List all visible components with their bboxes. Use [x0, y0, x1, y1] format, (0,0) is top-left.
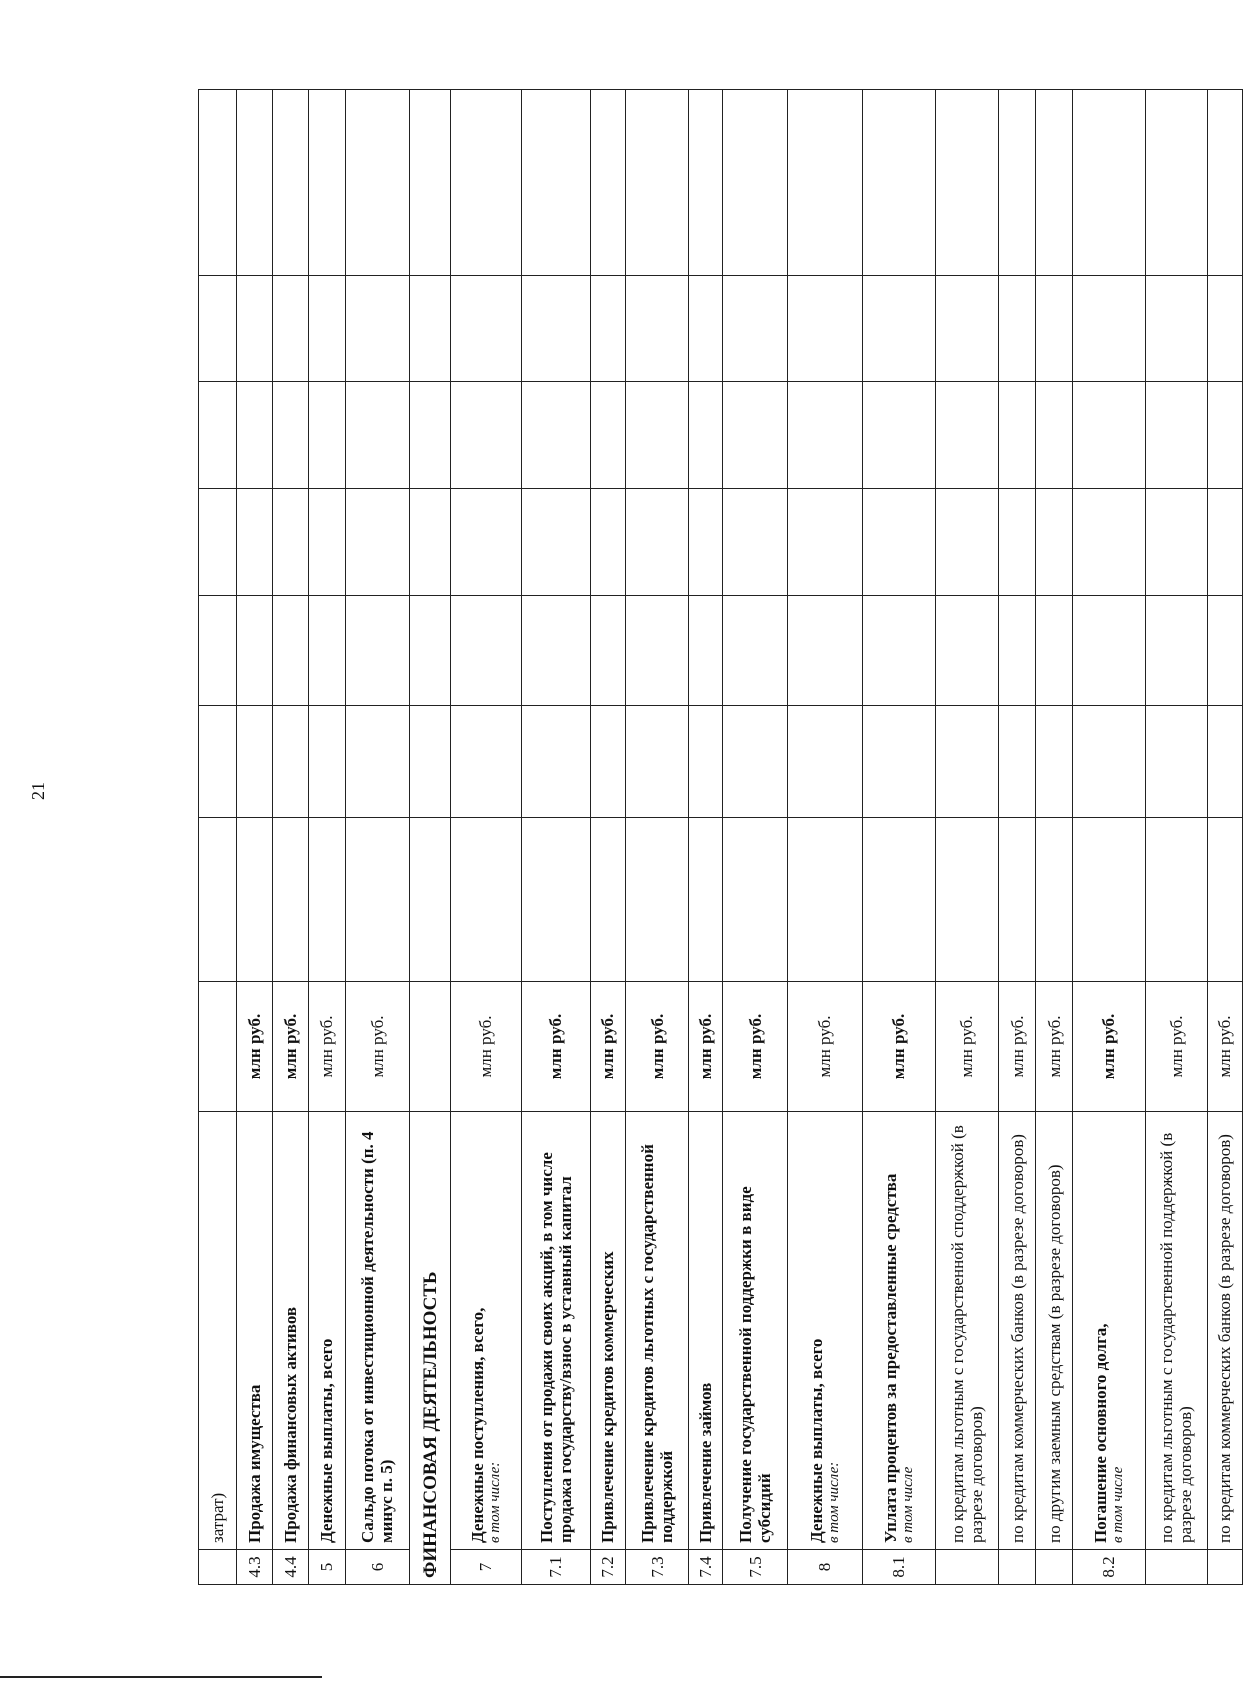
value-cell: [998, 276, 1036, 382]
value-cell: [935, 90, 998, 276]
row-name: затрат): [199, 1112, 237, 1550]
value-cell: [723, 276, 788, 382]
value-cell: [689, 818, 723, 982]
row-unit: млн руб.: [451, 982, 521, 1112]
row-unit: млн руб.: [236, 982, 272, 1112]
value-cell: [521, 90, 590, 276]
value-cell: [410, 489, 451, 596]
row-number: [998, 1550, 1036, 1585]
row-number: [935, 1550, 998, 1585]
row-name: Денежные выплаты, всего: [309, 1112, 345, 1550]
value-cell: [787, 382, 862, 489]
value-cell: [625, 276, 688, 382]
row-name-text: Уплата процентов за предоставленные средства: [880, 1173, 900, 1543]
table-row: [1036, 90, 1072, 1585]
value-cell: [723, 382, 788, 489]
table-row: [723, 90, 788, 1585]
value-cell: [1145, 596, 1207, 706]
table-row: [451, 90, 521, 1585]
value-cell: [862, 382, 935, 489]
value-cell: [1145, 706, 1207, 818]
value-cell: [199, 382, 237, 489]
value-cell: [723, 489, 788, 596]
value-cell: [1072, 90, 1145, 276]
row-number: 7.1: [521, 1550, 590, 1585]
section-title: ФИНАНСОВАЯ ДЕЯТЕЛЬНОСТЬ: [410, 1112, 451, 1585]
value-cell: [1145, 276, 1207, 382]
value-cell: [1145, 382, 1207, 489]
value-cell: [723, 90, 788, 276]
value-cell: [410, 706, 451, 818]
row-unit: млн руб.: [862, 982, 935, 1112]
table-row: [199, 90, 237, 1585]
value-cell: [625, 818, 688, 982]
value-cell: [410, 90, 451, 276]
table-row: [521, 90, 590, 1585]
row-subtitle: в том числе: [899, 1466, 916, 1543]
value-cell: [309, 818, 345, 982]
value-cell: [625, 382, 688, 489]
value-cell: [410, 982, 451, 1112]
value-cell: [1145, 90, 1207, 276]
row-number: [1036, 1550, 1072, 1585]
row-number: 6: [345, 1550, 410, 1585]
value-cell: [787, 818, 862, 982]
value-cell: [345, 382, 410, 489]
value-cell: [1207, 382, 1242, 489]
value-cell: [787, 276, 862, 382]
rotated-table-wrapper: [198, 130, 1243, 1585]
row-name: по кредитам коммерческих банков (в разрезе договоров): [1207, 1112, 1242, 1550]
row-number: [1207, 1550, 1242, 1585]
value-cell: [1036, 489, 1072, 596]
value-cell: [451, 382, 521, 489]
row-number: 7.2: [590, 1550, 625, 1585]
value-cell: [1036, 382, 1072, 489]
table-row: [998, 90, 1036, 1585]
row-unit: млн руб.: [935, 982, 998, 1112]
value-cell: [272, 596, 308, 706]
table-row: [787, 90, 862, 1585]
row-subtitle: в том числе: [1109, 1466, 1126, 1543]
value-cell: [862, 818, 935, 982]
row-number: [199, 1550, 237, 1585]
row-number: [1145, 1550, 1207, 1585]
value-cell: [1072, 706, 1145, 818]
row-name: Сальдо потока от инвестиционной деятельности (п. 4 минус п. 5): [345, 1112, 410, 1550]
value-cell: [1207, 489, 1242, 596]
table-row: [689, 90, 723, 1585]
value-cell: [309, 90, 345, 276]
value-cell: [236, 596, 272, 706]
value-cell: [1145, 489, 1207, 596]
value-cell: [1145, 818, 1207, 982]
row-number: 8: [787, 1550, 862, 1585]
row-unit: млн руб.: [590, 982, 625, 1112]
value-cell: [521, 706, 590, 818]
table-row: [1207, 90, 1242, 1585]
row-name: по другим заемным средствам (в разрезе договоров): [1036, 1112, 1072, 1550]
table-row: [1145, 90, 1207, 1585]
value-cell: [998, 596, 1036, 706]
table-row: [345, 90, 410, 1585]
value-cell: [723, 596, 788, 706]
row-unit: млн руб.: [521, 982, 590, 1112]
value-cell: [1036, 596, 1072, 706]
value-cell: [787, 706, 862, 818]
row-name: Привлечение кредитов льготных с государственной поддержкой: [625, 1112, 688, 1550]
row-name: по кредитам льготным с государственной поддержкой (в разрезе договоров): [1145, 1112, 1207, 1550]
table-row: [272, 90, 308, 1585]
value-cell: [998, 706, 1036, 818]
row-number: 4.3: [236, 1550, 272, 1585]
value-cell: [689, 489, 723, 596]
value-cell: [935, 382, 998, 489]
value-cell: [236, 489, 272, 596]
value-cell: [236, 276, 272, 382]
value-cell: [1207, 818, 1242, 982]
value-cell: [410, 596, 451, 706]
value-cell: [272, 90, 308, 276]
value-cell: [689, 706, 723, 818]
value-cell: [1207, 276, 1242, 382]
value-cell: [199, 596, 237, 706]
value-cell: [1036, 90, 1072, 276]
row-unit: [199, 982, 237, 1112]
table-row: [935, 90, 998, 1585]
row-name: [862, 1112, 935, 1550]
value-cell: [1036, 818, 1072, 982]
row-name-text: Денежные поступления, всего,: [467, 1307, 487, 1543]
value-cell: [309, 596, 345, 706]
value-cell: [236, 382, 272, 489]
value-cell: [272, 818, 308, 982]
table-row: [625, 90, 688, 1585]
row-number: 4.4: [272, 1550, 308, 1585]
row-name: [451, 1112, 521, 1550]
value-cell: [309, 489, 345, 596]
value-cell: [625, 90, 688, 276]
value-cell: [521, 382, 590, 489]
row-name: Получение государственной поддержки в виде субсидий: [723, 1112, 788, 1550]
value-cell: [689, 276, 723, 382]
value-cell: [935, 489, 998, 596]
value-cell: [272, 706, 308, 818]
value-cell: [590, 818, 625, 982]
row-number: 7.5: [723, 1550, 788, 1585]
page-number: 21: [28, 782, 48, 800]
value-cell: [521, 596, 590, 706]
row-name-text: Погашение основного долга,: [1090, 1323, 1110, 1543]
value-cell: [787, 489, 862, 596]
value-cell: [1072, 818, 1145, 982]
value-cell: [451, 489, 521, 596]
value-cell: [410, 382, 451, 489]
value-cell: [625, 489, 688, 596]
value-cell: [345, 90, 410, 276]
table-row: [590, 90, 625, 1585]
value-cell: [862, 90, 935, 276]
row-unit: млн руб.: [1207, 982, 1242, 1112]
value-cell: [590, 489, 625, 596]
value-cell: [236, 818, 272, 982]
value-cell: [625, 596, 688, 706]
table-row: [1072, 90, 1145, 1585]
value-cell: [998, 90, 1036, 276]
row-unit: млн руб.: [309, 982, 345, 1112]
value-cell: [1036, 706, 1072, 818]
value-cell: [451, 706, 521, 818]
value-cell: [590, 382, 625, 489]
row-name: по кредитам льготным с государственной споддержкой (в разрезе договоров): [935, 1112, 998, 1550]
value-cell: [345, 489, 410, 596]
value-cell: [309, 382, 345, 489]
value-cell: [998, 489, 1036, 596]
value-cell: [345, 706, 410, 818]
value-cell: [998, 382, 1036, 489]
value-cell: [1072, 596, 1145, 706]
table-row: [309, 90, 345, 1585]
value-cell: [935, 276, 998, 382]
row-number: 8.2: [1072, 1550, 1145, 1585]
row-name: [787, 1112, 862, 1550]
value-cell: [236, 706, 272, 818]
row-unit: млн руб.: [1072, 982, 1145, 1112]
value-cell: [199, 276, 237, 382]
footnote-rule: [0, 1676, 322, 1678]
value-cell: [1072, 382, 1145, 489]
value-cell: [451, 276, 521, 382]
value-cell: [787, 90, 862, 276]
value-cell: [199, 706, 237, 818]
value-cell: [272, 276, 308, 382]
value-cell: [521, 276, 590, 382]
row-unit: млн руб.: [625, 982, 688, 1112]
row-unit: млн руб.: [345, 982, 410, 1112]
value-cell: [590, 706, 625, 818]
row-name: по кредитам коммерческих банков (в разрезе договоров): [998, 1112, 1036, 1550]
row-number: 8.1: [862, 1550, 935, 1585]
value-cell: [787, 596, 862, 706]
value-cell: [862, 706, 935, 818]
cash-flow-table: [198, 89, 1243, 1585]
row-number: 7.4: [689, 1550, 723, 1585]
value-cell: [236, 90, 272, 276]
row-name: Привлечение займов: [689, 1112, 723, 1550]
value-cell: [451, 596, 521, 706]
value-cell: [345, 596, 410, 706]
value-cell: [345, 818, 410, 982]
table-row: [862, 90, 935, 1585]
row-subtitle: в том числе:: [486, 1461, 503, 1543]
value-cell: [1207, 706, 1242, 818]
row-number: 7.3: [625, 1550, 688, 1585]
value-cell: [689, 596, 723, 706]
row-name-text: Денежные выплаты, всего: [806, 1338, 826, 1543]
value-cell: [521, 489, 590, 596]
value-cell: [451, 90, 521, 276]
value-cell: [590, 276, 625, 382]
row-name: Продажа финансовых активов: [272, 1112, 308, 1550]
value-cell: [272, 382, 308, 489]
value-cell: [935, 596, 998, 706]
value-cell: [998, 818, 1036, 982]
table-row: [236, 90, 272, 1585]
value-cell: [451, 818, 521, 982]
value-cell: [862, 276, 935, 382]
value-cell: [272, 489, 308, 596]
value-cell: [935, 706, 998, 818]
row-name: [1072, 1112, 1145, 1550]
value-cell: [723, 706, 788, 818]
value-cell: [309, 706, 345, 818]
row-unit: млн руб.: [723, 982, 788, 1112]
row-unit: млн руб.: [1145, 982, 1207, 1112]
row-name: Продажа имущества: [236, 1112, 272, 1550]
value-cell: [309, 276, 345, 382]
row-unit: млн руб.: [998, 982, 1036, 1112]
row-unit: млн руб.: [787, 982, 862, 1112]
value-cell: [521, 818, 590, 982]
value-cell: [1207, 90, 1242, 276]
row-unit: млн руб.: [689, 982, 723, 1112]
value-cell: [689, 90, 723, 276]
value-cell: [1072, 489, 1145, 596]
value-cell: [590, 90, 625, 276]
row-unit: млн руб.: [1036, 982, 1072, 1112]
value-cell: [689, 382, 723, 489]
row-number: 7: [451, 1550, 521, 1585]
row-unit: млн руб.: [272, 982, 308, 1112]
value-cell: [1072, 276, 1145, 382]
row-name: Поступления от продажи своих акций, в том числе продажа государству/взнос в уставный капитал: [521, 1112, 590, 1550]
value-cell: [862, 489, 935, 596]
value-cell: [345, 276, 410, 382]
value-cell: [862, 596, 935, 706]
value-cell: [199, 489, 237, 596]
value-cell: [590, 596, 625, 706]
value-cell: [199, 90, 237, 276]
value-cell: [199, 818, 237, 982]
row-subtitle: в том числе:: [825, 1461, 842, 1543]
value-cell: [625, 706, 688, 818]
value-cell: [723, 818, 788, 982]
value-cell: [410, 276, 451, 382]
section-row: [410, 90, 451, 1585]
value-cell: [935, 818, 998, 982]
value-cell: [1036, 276, 1072, 382]
row-number: 5: [309, 1550, 345, 1585]
row-name: Привлечение кредитов коммерческих: [590, 1112, 625, 1550]
value-cell: [1207, 596, 1242, 706]
value-cell: [410, 818, 451, 982]
